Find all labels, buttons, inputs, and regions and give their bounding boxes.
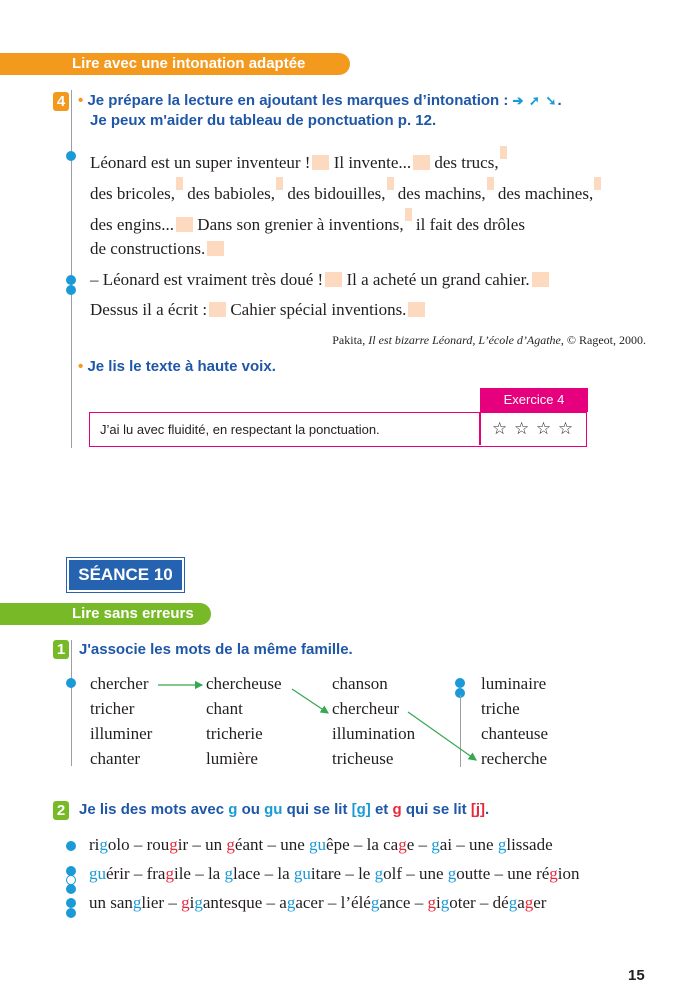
word-item: chanter xyxy=(90,749,141,768)
word-text: outte – une ré xyxy=(456,864,550,883)
word-text: ion xyxy=(557,864,580,883)
letter-highlight: g xyxy=(169,835,178,854)
word-text: ri xyxy=(89,835,100,854)
word-item: chant xyxy=(206,699,243,718)
word-item: lumière xyxy=(206,749,258,768)
reading-dot xyxy=(66,841,76,851)
instruction-text: Je prépare la lecture en ajoutant les marques d’intonation : xyxy=(87,92,509,109)
word-item: chercher xyxy=(90,674,149,693)
letter-highlight: g xyxy=(431,835,440,854)
exercise-instruction: J'associe les mots de la même famille. xyxy=(79,641,353,658)
word-text: ile – la xyxy=(173,864,225,883)
text-line-6: Dessus il a écrit : Cahier spécial inventions. xyxy=(90,300,425,320)
word-text: ance – xyxy=(379,893,428,912)
word-text: un san xyxy=(89,893,133,912)
arrow-chercheur-recherche xyxy=(408,712,476,760)
word-text: êpe – la ca xyxy=(326,835,399,854)
word-item: illumination xyxy=(332,724,416,743)
word-line-1 xyxy=(89,835,553,855)
text-line-4: de constructions. xyxy=(90,239,224,259)
evaluation-table-header: Exercice 4 xyxy=(480,388,588,412)
star-rating[interactable]: ☆ ☆ ☆ ☆ xyxy=(492,419,575,438)
word-line-2 xyxy=(89,864,580,884)
word-text: oter – dé xyxy=(449,893,509,912)
word-line-3 xyxy=(89,893,546,913)
letter-highlight: g xyxy=(370,893,380,912)
word-item: chercheuse xyxy=(206,674,282,693)
reading-dot xyxy=(66,898,76,908)
letter-highlight: g xyxy=(374,864,384,883)
letter-highlight: gu xyxy=(309,835,327,854)
citation: Pakita, Il est bizarre Léonard, L’école d’Agathe, © Rageot, 2000. xyxy=(332,333,646,347)
letter-highlight: g xyxy=(224,864,233,883)
word-item: chanson xyxy=(332,674,388,693)
word-text: i xyxy=(435,893,441,912)
exercise-number-badge: 4 xyxy=(53,92,69,111)
letter-highlight: g xyxy=(398,835,407,854)
exercise-number-badge: 2 xyxy=(53,801,69,820)
letter-highlight: g xyxy=(226,835,235,854)
word-text: lier – xyxy=(141,893,182,912)
word-text: itare – le xyxy=(310,864,375,883)
section-header-label: Lire avec une intonation adaptée xyxy=(72,55,306,72)
word-text: a xyxy=(517,893,525,912)
letter-highlight: g xyxy=(181,893,190,912)
letter-highlight: g xyxy=(524,893,534,912)
exercise-instruction-line2: Je peux m'aider du tableau de ponctuation p. 12. xyxy=(90,112,437,129)
word-item: recherche xyxy=(481,749,548,768)
text-line-3: des engins... Dans son grenier à inventions, il fait des drôles xyxy=(90,208,525,235)
page-number: 15 xyxy=(628,967,645,984)
word-text: olf – une xyxy=(383,864,448,883)
letter-highlight: g xyxy=(99,835,108,854)
read-aloud-instruction: • Je lis le texte à haute voix. xyxy=(78,358,276,375)
exercise-instruction: • Je prépare la lecture en ajoutant les marques d’intonation : ➔ ➚ ➘. xyxy=(78,92,562,109)
word-item: tricher xyxy=(90,699,135,718)
letter-highlight: gu xyxy=(293,864,311,883)
arrow-chant-chercheur xyxy=(292,689,328,713)
text-line-1: Léonard est un super inventeur ! Il invente... des trucs, xyxy=(90,146,507,173)
text-line-2: des bricoles, des babioles, des bidouilles, des machins, des machines, xyxy=(90,177,601,204)
word-text: éant – une xyxy=(234,835,310,854)
word-text: e – xyxy=(406,835,432,854)
reading-dot xyxy=(66,884,76,894)
bullet-icon: • xyxy=(78,358,84,375)
word-text: ai – une xyxy=(439,835,498,854)
letter-highlight: g xyxy=(508,893,518,912)
exercise-instruction: Je lis des mots avec g ou gu qui se lit [g] et g qui se lit [j]. xyxy=(79,801,490,818)
word-text: er xyxy=(533,893,547,912)
bullet-icon: • xyxy=(78,92,84,109)
word-text: olo – rou xyxy=(107,835,170,854)
letter-highlight: g xyxy=(447,864,457,883)
word-item: chanteuse xyxy=(481,724,549,743)
intonation-arrows-icon: ➔ ➚ ➘ xyxy=(512,93,558,108)
word-item: tricheuse xyxy=(332,749,394,768)
word-text: lissade xyxy=(506,835,553,854)
word-text: érir – fra xyxy=(106,864,166,883)
letter-highlight: g xyxy=(549,864,558,883)
text-line-5: – Léonard est vraiment très doué ! Il a acheté un grand cahier. xyxy=(90,270,549,290)
letter-highlight: gu xyxy=(89,864,106,883)
word-text: acer – l’élé xyxy=(295,893,371,912)
word-text: antesque – a xyxy=(202,893,287,912)
reading-dot xyxy=(66,908,76,918)
word-item: triche xyxy=(481,699,520,718)
letter-highlight: g xyxy=(497,835,507,854)
letter-highlight: g xyxy=(194,893,203,912)
letter-highlight: g xyxy=(165,864,174,883)
evaluation-criterion: J’ai lu avec fluidité, en respectant la ponctuation. xyxy=(100,422,380,437)
letter-highlight: g xyxy=(427,893,436,912)
word-text: lace – la xyxy=(232,864,294,883)
word-item: chercheur xyxy=(332,699,400,718)
word-text: ir – un xyxy=(177,835,227,854)
word-text: i xyxy=(189,893,195,912)
letter-highlight: g xyxy=(440,893,450,912)
seance-title: SÉANCE 10 xyxy=(69,560,182,590)
word-item: luminaire xyxy=(481,674,547,693)
word-item: illuminer xyxy=(90,724,153,743)
exercise-number-badge: 1 xyxy=(53,640,69,659)
section-header-label: Lire sans erreurs xyxy=(72,605,194,622)
letter-highlight: g xyxy=(286,893,296,912)
letter-highlight: g xyxy=(132,893,142,912)
word-item: tricherie xyxy=(206,724,263,743)
